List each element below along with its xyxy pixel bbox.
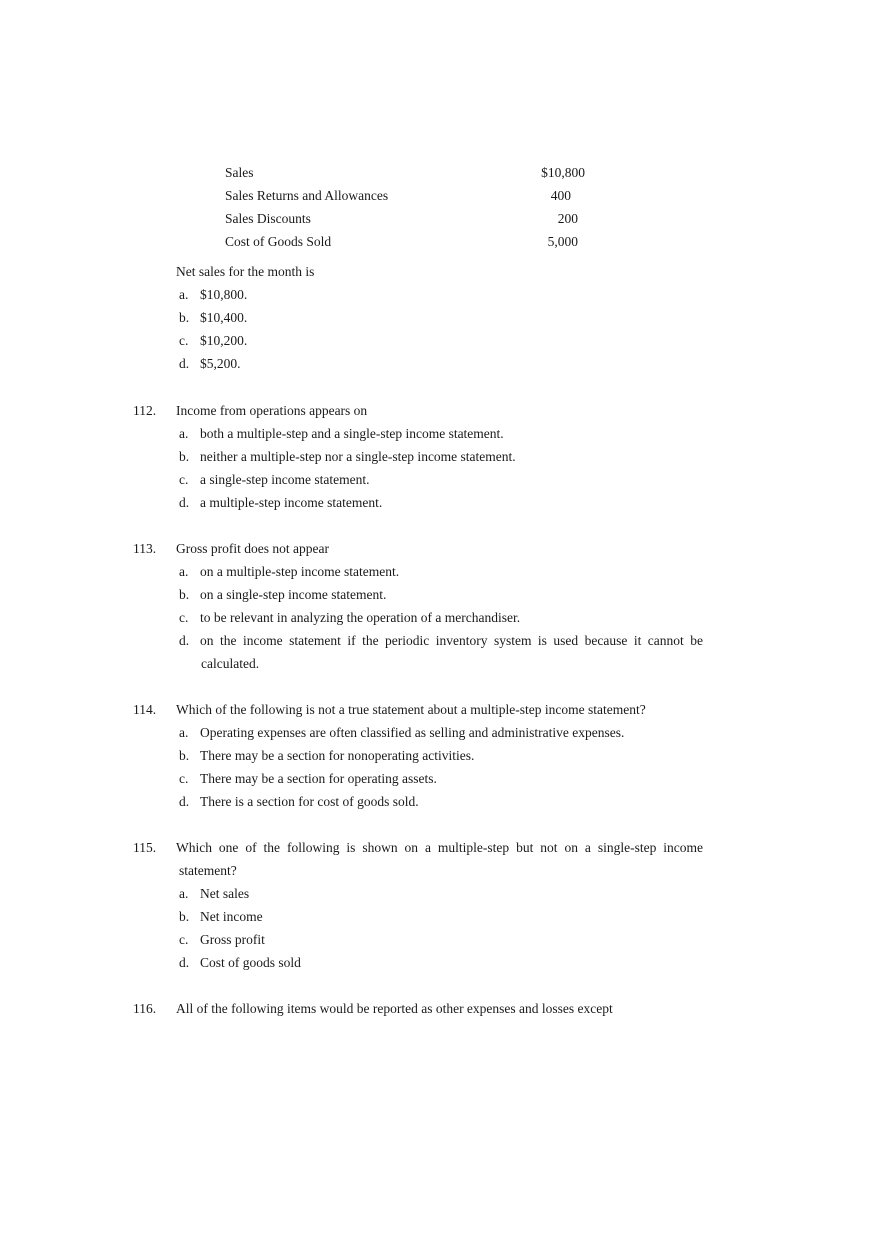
option-text: $10,200. (200, 333, 248, 348)
option-letter: d. (179, 633, 190, 648)
option-text: There may be a section for nonoperating activities. (200, 748, 475, 763)
option-text: on a single-step income statement. (200, 587, 387, 602)
option-text: a multiple-step income statement. (200, 495, 383, 510)
question-112 (133, 399, 703, 514)
question-text: All of the following items would be reported as other expenses and losses except (176, 1001, 613, 1016)
option-letter: a. (179, 886, 189, 901)
financial-value: $10,800 (541, 165, 585, 180)
question-text: Gross profit does not appear (176, 541, 329, 556)
option-letter: c. (179, 771, 189, 786)
option-letter: d. (179, 495, 190, 510)
option-letter: d. (179, 794, 190, 809)
option-letter: a. (179, 725, 189, 740)
option-letter: c. (179, 932, 189, 947)
option-b (133, 583, 703, 606)
option-c (133, 767, 703, 790)
option-text: $10,400. (200, 310, 248, 325)
financial-value: 5,000 (547, 234, 578, 249)
option-a (133, 283, 703, 306)
option-c (133, 928, 703, 951)
option-d (133, 352, 703, 375)
financial-row-discounts (225, 207, 585, 230)
question-115 (133, 836, 703, 974)
option-text-continuation: calculated. (201, 656, 260, 671)
option-d (133, 790, 703, 813)
option-c (133, 329, 703, 352)
option-a (133, 560, 703, 583)
option-text: a single-step income statement. (200, 472, 370, 487)
option-text: There is a section for cost of goods sold. (200, 794, 419, 809)
question-stem (133, 698, 703, 721)
option-text: on the income statement if the periodic inventory system is used because it cannot be (200, 633, 703, 648)
option-b (133, 445, 703, 468)
question-stem (133, 997, 703, 1020)
financial-value: 200 (557, 211, 578, 226)
option-letter: a. (179, 564, 189, 579)
financial-label: Sales Discounts (225, 211, 311, 226)
option-b (133, 306, 703, 329)
option-text: on a multiple-step income statement. (200, 564, 400, 579)
option-text: Net income (200, 909, 263, 924)
financial-row-returns (225, 184, 585, 207)
question-text: Which of the following is not a true statement about a multiple-step income statement? (176, 702, 646, 717)
option-letter: c. (179, 472, 189, 487)
option-letter: b. (179, 310, 190, 325)
option-c (133, 468, 703, 491)
option-text: $10,800. (200, 287, 248, 302)
question-number: 113. (133, 541, 157, 556)
option-a (133, 882, 703, 905)
option-text: Cost of goods sold (200, 955, 301, 970)
question-114 (133, 698, 703, 813)
option-letter: c. (179, 610, 189, 625)
option-d (133, 629, 703, 652)
financial-row-cogs (225, 230, 585, 253)
option-c (133, 606, 703, 629)
option-text: There may be a section for operating assets. (200, 771, 437, 786)
option-letter: b. (179, 449, 190, 464)
financial-label: Cost of Goods Sold (225, 234, 332, 249)
option-text: $5,200. (200, 356, 241, 371)
option-letter: b. (179, 909, 190, 924)
question-stem (133, 836, 703, 859)
question-number: 115. (133, 840, 157, 855)
option-a (133, 422, 703, 445)
question-text: Net sales for the month is (176, 264, 315, 279)
option-letter: d. (179, 356, 190, 371)
option-b (133, 744, 703, 767)
option-b (133, 905, 703, 928)
option-letter: a. (179, 426, 189, 441)
question-113 (133, 537, 703, 675)
option-text: Operating expenses are often classified as selling and administrative expenses. (200, 725, 625, 740)
financial-value: 400 (550, 188, 571, 203)
option-d (133, 951, 703, 974)
option-text: Gross profit (200, 932, 265, 947)
question-text-continuation: statement? (179, 863, 237, 878)
financial-label: Sales (225, 165, 254, 180)
option-text: Net sales (200, 886, 250, 901)
question-number: 114. (133, 702, 157, 717)
option-letter: a. (179, 287, 189, 302)
option-text: both a multiple-step and a single-step income statement. (200, 426, 504, 441)
question-111 (133, 260, 703, 375)
option-letter: b. (179, 587, 190, 602)
financial-row-sales (225, 161, 585, 184)
option-letter: d. (179, 955, 190, 970)
option-text: to be relevant in analyzing the operation of a merchandiser. (200, 610, 521, 625)
question-stem (133, 260, 703, 283)
question-text: Income from operations appears on (176, 403, 368, 418)
question-116 (133, 997, 703, 1020)
question-number: 112. (133, 403, 157, 418)
option-letter: b. (179, 748, 190, 763)
question-stem (133, 399, 703, 422)
option-text: neither a multiple-step nor a single-step income statement. (200, 449, 516, 464)
option-letter: c. (179, 333, 189, 348)
option-a (133, 721, 703, 744)
option-d (133, 491, 703, 514)
question-text: Which one of the following is shown on a multiple-step but not on a single-step income (176, 840, 703, 855)
question-stem (133, 537, 703, 560)
question-number: 116. (133, 1001, 157, 1016)
financial-label: Sales Returns and Allowances (225, 188, 389, 203)
financial-data-table (225, 161, 585, 253)
